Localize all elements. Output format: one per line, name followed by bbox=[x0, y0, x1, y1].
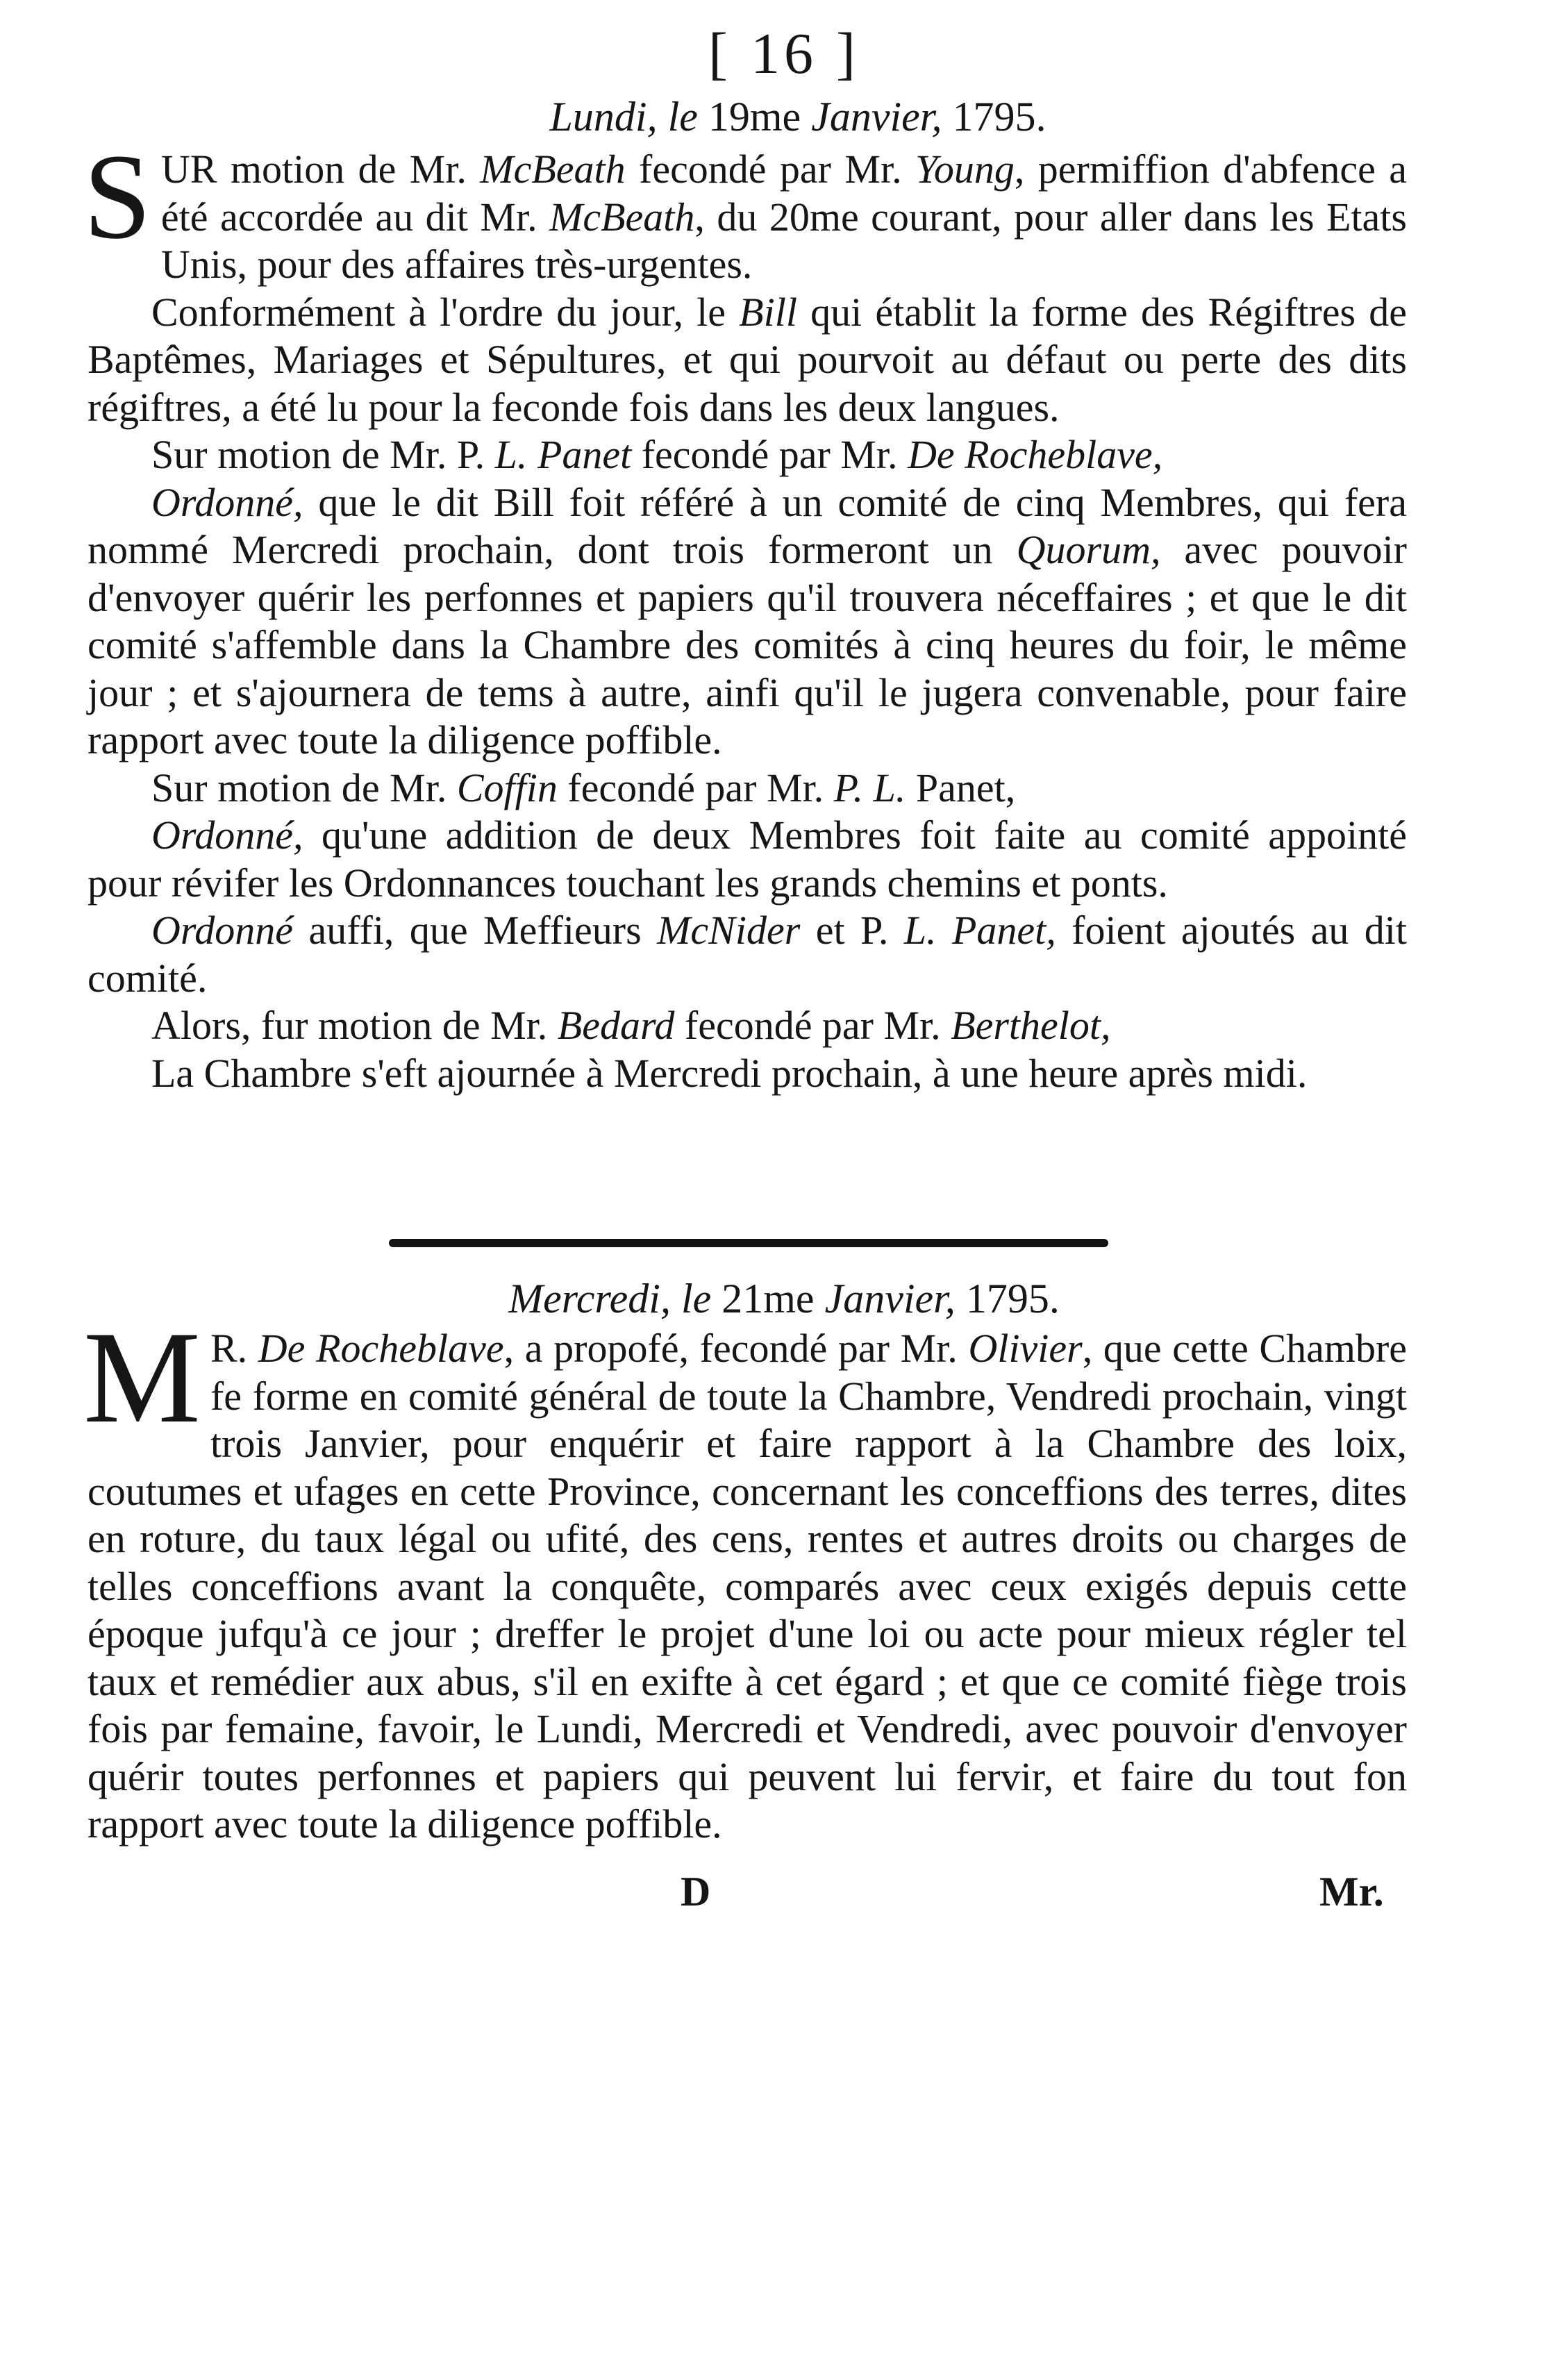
drop-cap: M bbox=[83, 1305, 201, 1451]
text-run: R. bbox=[210, 1326, 258, 1371]
text-run: que le dit Bill foit référé à un comité de cinq Membres, qui fera nommé Mercredi prochain, dont trois formeront un bbox=[87, 479, 1407, 572]
text-run: auffi, que Meffieurs bbox=[293, 908, 658, 953]
section-divider bbox=[389, 1239, 1108, 1247]
text-run: fecondé par Mr. bbox=[631, 432, 908, 477]
italic-run: Bill bbox=[739, 289, 797, 335]
italic-run: Panet bbox=[537, 432, 632, 477]
session-date bbox=[0, 94, 1568, 140]
paragraph bbox=[83, 1305, 1407, 1849]
text-run: La Chambre s'eft ajournée à Mercredi prochain, à une heure après midi. bbox=[151, 1050, 1308, 1096]
paragraph bbox=[87, 907, 1407, 1002]
paragraph bbox=[87, 431, 1407, 479]
italic-run: L. Panet, bbox=[903, 908, 1056, 953]
date-day: 19me bbox=[708, 94, 801, 140]
italic-run: Olivier bbox=[968, 1326, 1083, 1371]
italic-run: McBeath bbox=[549, 194, 695, 240]
italic-run: P. L. bbox=[833, 765, 906, 810]
date-day: 21me bbox=[722, 1276, 815, 1321]
paragraph bbox=[87, 479, 1407, 765]
date-month: Janvier, bbox=[824, 1276, 956, 1321]
paragraph bbox=[83, 129, 1408, 289]
text-run: qu'une addition de deux Membres foit faite au comité appointé pour révifer les Ordonnances touchant les grands chemins et ponts. bbox=[87, 812, 1407, 906]
session-date bbox=[0, 1278, 1568, 1319]
text-run: avec pouvoir d'envoyer quérir les perfonnes et papiers qu'il trouvera néceffaires ; et que le dit comité s'affemble dans la Chambre des comités à cinq heures du foir, le même jour ; et s'ajournera de tems à autre, ainfi qu'il le jugera convenable, pour faire rapport avec toute la diligence poffible. bbox=[87, 527, 1407, 762]
italic-run: Coffin bbox=[456, 765, 558, 810]
italic-run: McBeath bbox=[480, 147, 626, 192]
text-run: Sur motion de Mr. P. bbox=[151, 432, 495, 477]
text-run: Sur motion de Mr. bbox=[151, 765, 457, 810]
page-number: [ 16 ] bbox=[708, 22, 860, 86]
session-section bbox=[83, 1305, 1407, 1849]
date-prefix: Lundi, le bbox=[549, 94, 698, 140]
paragraph bbox=[87, 1002, 1407, 1050]
italic-run: McNider bbox=[657, 908, 801, 953]
paragraph bbox=[87, 289, 1407, 432]
italic-run: De Rocheblave, bbox=[908, 432, 1163, 477]
date-prefix: Mercredi, le bbox=[508, 1276, 712, 1321]
text-run: Alors, fur motion de Mr. bbox=[151, 1003, 558, 1048]
italic-run: Bedard bbox=[557, 1003, 675, 1048]
italic-run: Young bbox=[915, 147, 1015, 192]
text-run: , que cette Chambre fe forme en comité général de toute la Chambre, Vendredi prochain, vingt trois Janvier, pour enquérir et faire rapport à la Chambre des loix, coutumes et ufages en cette Province, concernant les conceffions des terres, dites en roture, du taux légal ou ufité, des cens, rentes et autres droits ou charges de telles conceffions avant la conquête, comparés avec ceux exigés depuis cette époque jufqu'à ce jour ; dreffer le projet d'une loi ou acte pour mieux régler tel taux et remédier aux abus, s'il en exifte à cet égard ; et que ce comité fiège trois fois par femaine, favoir, le Lundi, Mercredi et Vendredi, avec pouvoir d'envoyer quérir toutes perfonnes et papiers qui peuvent lui fervir, et faire du tout fon rapport avec toute la diligence poffible. bbox=[87, 1326, 1407, 1846]
text-run: fecondé par Mr. bbox=[625, 147, 915, 192]
text-run: , a propofé, fecondé par Mr. bbox=[503, 1326, 969, 1371]
drop-cap: S bbox=[83, 129, 151, 265]
text-run: foient ajoutés au dit comité. bbox=[87, 908, 1408, 1001]
italic-run: Ordonné bbox=[151, 908, 294, 953]
text-run: Conformément à l'ordre du jour, le bbox=[151, 289, 740, 335]
text-run: fecondé par Mr. bbox=[674, 1003, 951, 1048]
italic-run: Berthelot, bbox=[951, 1003, 1111, 1048]
date-year: 1795. bbox=[965, 1276, 1060, 1321]
date-year: 1795. bbox=[952, 94, 1046, 140]
text-run: fecondé par Mr. bbox=[557, 765, 834, 810]
italic-run: Ordonné, bbox=[151, 479, 303, 525]
paragraph bbox=[87, 765, 1407, 812]
italic-run: Ordonné, bbox=[151, 812, 303, 858]
text-run: UR motion de Mr. bbox=[160, 147, 481, 192]
catchword: Mr. bbox=[1319, 1869, 1384, 1915]
italic-run: Quorum, bbox=[1016, 527, 1161, 572]
paragraph bbox=[87, 1050, 1407, 1098]
text-run: , permiffion d'abfence a été accordée au dit Mr. bbox=[160, 147, 1408, 240]
date-month: Janvier, bbox=[811, 94, 942, 140]
italic-run: De Rocheblave bbox=[258, 1326, 504, 1371]
italic-run: L. bbox=[494, 432, 528, 477]
text-run bbox=[527, 432, 537, 477]
text-run: Panet, bbox=[906, 765, 1016, 810]
text-run: , du 20me courant, pour aller dans les Etats Unis, pour des affaires très-urgentes. bbox=[160, 194, 1407, 287]
text-run: qui établit la forme des Régiftres de Baptêmes, Mariages et Sépultures, et qui pourvoit au défaut ou perte des dits régiftres, a été lu pour la feconde fois dans les deux langues. bbox=[87, 289, 1407, 430]
signature-mark: D bbox=[681, 1869, 711, 1915]
paragraph bbox=[87, 812, 1407, 907]
text-run: et P. bbox=[800, 908, 904, 953]
session-section bbox=[83, 129, 1408, 1097]
